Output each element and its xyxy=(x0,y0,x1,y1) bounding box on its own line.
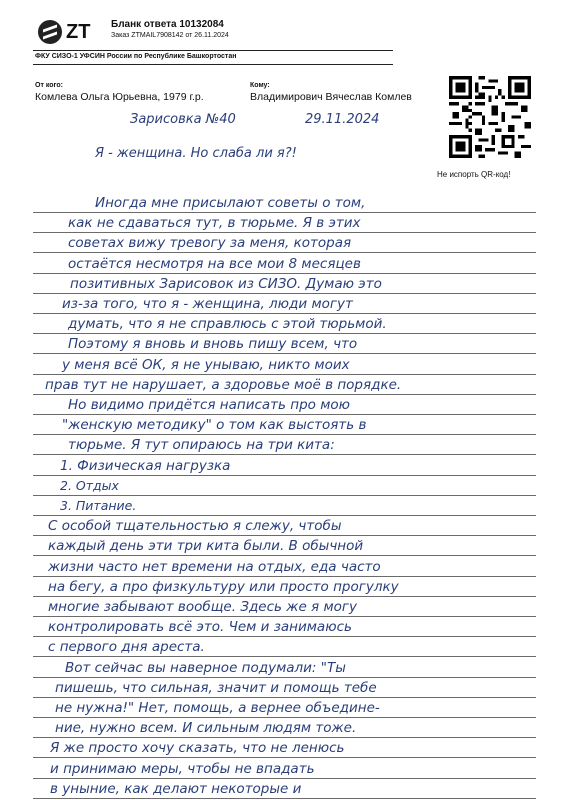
letter-line: контролировать всё это. Чем и занимаюсь xyxy=(48,619,352,636)
ruled-line xyxy=(33,697,536,698)
from-name: Комлева Ольга Юрьевна, 1979 г.р. xyxy=(35,91,204,103)
letter-line: 2. Отдых xyxy=(60,477,119,493)
letter-line: 1. Физическая нагрузка xyxy=(60,457,231,474)
letter-line: тюрьме. Я тут опираюсь на три кита: xyxy=(68,437,335,454)
letter-subtitle: Я - женщина. Но слаба ли я?! xyxy=(95,146,297,161)
institution-name: ФКУ СИЗО-1 УФСИН России по Республике Башкортостан xyxy=(35,53,237,60)
form-title: Бланк ответа 10132084 xyxy=(111,19,224,30)
letter-line: с первого дня ареста. xyxy=(48,639,205,656)
letter-line: у меня всё ОК, я не унываю, никто моих xyxy=(62,356,350,373)
letter-line: не нужна!" Нет, помощь, а вернее объедине- xyxy=(55,700,380,716)
to-label: Кому: xyxy=(250,82,270,89)
letter-line: советах вижу тревогу за меня, которая xyxy=(68,235,352,252)
letter-line: С особой тщательностью я слежу, чтобы xyxy=(48,518,342,535)
letter-line: Вот сейчас вы наверное подумали: "Ты xyxy=(65,659,346,676)
qr-code xyxy=(449,76,531,158)
ruled-line xyxy=(33,757,536,758)
letter-line: "женскую методику" о том как выстоять в xyxy=(62,417,367,434)
ruled-line xyxy=(33,293,536,294)
letter-line: Иногда мне присылают советы о том, xyxy=(95,195,366,211)
ruled-line xyxy=(33,677,536,678)
letter-line: Я же просто хочу сказать, что не ленюсь xyxy=(50,740,345,757)
ruled-line xyxy=(33,495,536,496)
qr-warning: Не испорть QR-код! xyxy=(437,170,511,179)
header-divider xyxy=(33,50,393,51)
ruled-line xyxy=(33,778,536,779)
to-name: Владимирович Вячеслав Комлев xyxy=(250,91,412,103)
header-divider xyxy=(33,64,393,65)
ruled-line xyxy=(33,576,536,577)
ruled-line xyxy=(33,515,536,516)
ruled-line xyxy=(33,333,536,334)
letter-title: Зарисовка №40 xyxy=(130,112,236,127)
letter-line: Поэтому я вновь и вновь пишу всем, что xyxy=(68,336,358,353)
zt-logo xyxy=(38,20,102,44)
ruled-line xyxy=(33,232,536,233)
letter-line: позитивных Зарисовок из СИЗО. Думаю это xyxy=(70,275,382,292)
letter-line: прав тут не нарушает, а здоровье моё в порядке. xyxy=(45,376,402,393)
ruled-line xyxy=(33,414,536,415)
letter-line: пишешь, что сильная, значит и помощь тебе xyxy=(55,679,377,696)
ruled-line xyxy=(33,596,536,597)
ruled-line xyxy=(33,353,536,354)
ruled-line xyxy=(33,616,536,617)
ruled-line xyxy=(33,656,536,657)
letter-line: из-за того, что я - женщина, люди могут xyxy=(62,296,353,312)
letter-line: жизни часто нет времени на отдых, еда часто xyxy=(48,558,381,575)
ruled-line xyxy=(33,636,536,637)
letter-line: Но видимо придётся написать про мою xyxy=(68,397,351,413)
ruled-line xyxy=(33,394,536,395)
ruled-line xyxy=(33,313,536,314)
letter-date: 29.11.2024 xyxy=(305,112,380,127)
ruled-line xyxy=(33,737,536,738)
ruled-line xyxy=(33,717,536,718)
zt-logo-icon xyxy=(38,20,62,44)
ruled-line xyxy=(33,212,536,213)
ruled-line xyxy=(33,374,536,375)
ruled-line xyxy=(33,434,536,435)
ruled-line xyxy=(33,535,536,536)
order-number: Заказ ZTMAIL7908142 от 26.11.2024 xyxy=(111,32,229,39)
letter-line: и принимаю меры, чтобы не впадать xyxy=(50,760,315,777)
letter-line: остаётся несмотря на все мои 8 месяцев xyxy=(68,255,361,272)
ruled-line xyxy=(33,555,536,556)
letter-line: многие забывают вообще. Здесь же я могу xyxy=(48,599,357,615)
ruled-line xyxy=(33,454,536,455)
ruled-line xyxy=(33,273,536,274)
letter-line: каждый день эти три кита были. В обычной xyxy=(48,538,364,555)
letter-line: ние, нужно всем. И сильным людям тоже. xyxy=(55,720,357,737)
ruled-line xyxy=(33,475,536,476)
letter-line: думать, что я не справлюсь с этой тюрьмой. xyxy=(68,316,387,333)
letter-line: в уныние, как делают некоторые и xyxy=(50,780,302,797)
ruled-line xyxy=(33,798,536,799)
from-label: От кого: xyxy=(35,82,63,89)
letter-line: как не сдаваться тут, в тюрьме. Я в этих xyxy=(68,215,361,232)
logo-text: ZT xyxy=(66,21,91,43)
letter-line: на бегу, а про физкультуру или просто прогулку xyxy=(48,578,399,595)
letter-line: 3. Питание. xyxy=(60,498,137,513)
ruled-line xyxy=(33,252,536,253)
